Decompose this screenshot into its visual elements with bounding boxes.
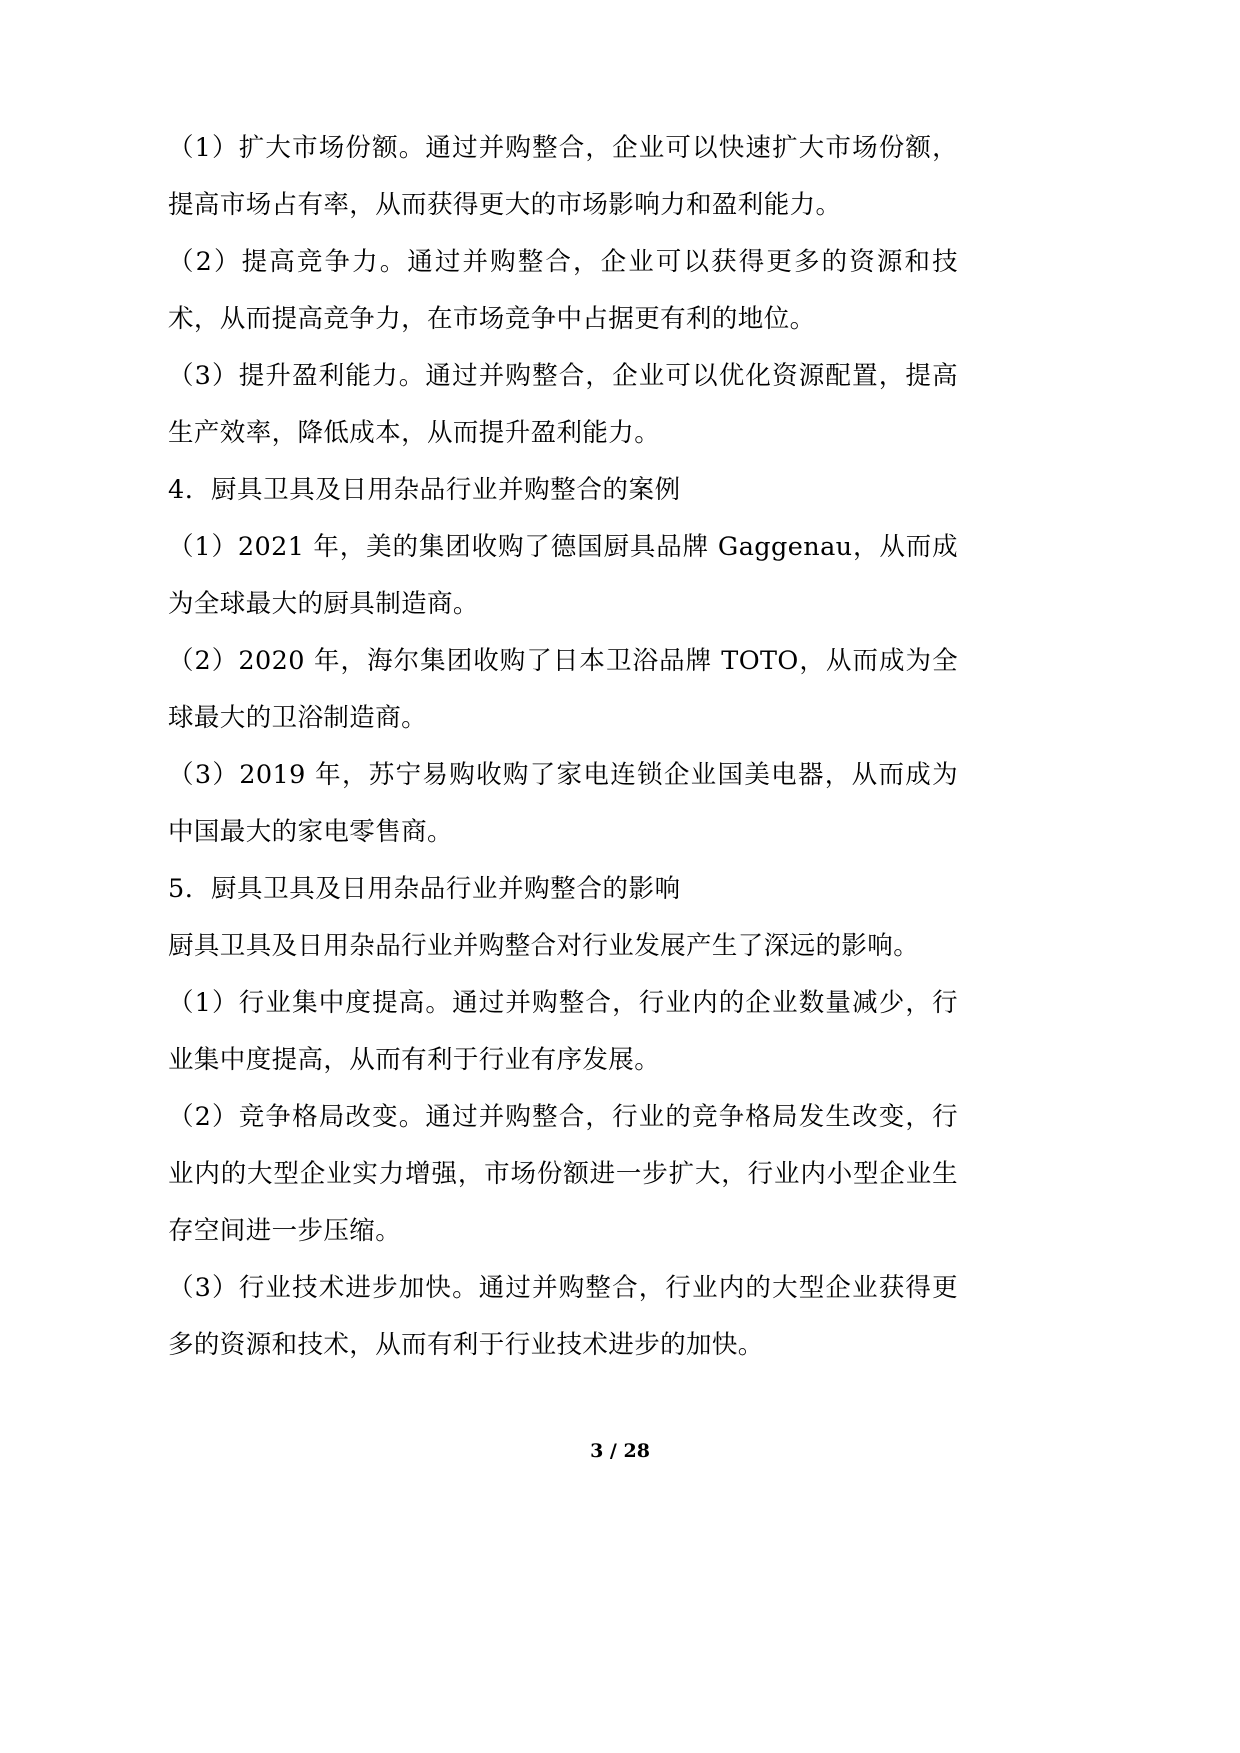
- paragraph: （2）竞争格局改变。通过并购整合，行业的竞争格局发生改变，行业内的大型企业实力增强，市场份额进一步扩大，行业内小型企业生存空间进一步压缩。: [168, 1102, 958, 1246]
- paragraph: （3）行业技术进步加快。通过并购整合，行业内的大型企业获得更多的资源和技术，从而有利于行业技术进步的加快。: [168, 1273, 958, 1360]
- paragraph: 厨具卫具及日用杂品行业并购整合对行业发展产生了深远的影响。: [168, 931, 920, 961]
- paragraph: （3）2019 年，苏宁易购收购了家电连锁企业国美电器，从而成为中国最大的家电零售商。: [168, 760, 958, 847]
- paragraph: （1）扩大市场份额。通过并购整合，企业可以快速扩大市场份额，提高市场占有率，从而获得更大的市场影响力和盈利能力。: [168, 133, 958, 220]
- page-number: 3 / 28: [590, 1440, 650, 1462]
- paragraph: （3）提升盈利能力。通过并购整合，企业可以优化资源配置，提高生产效率，降低成本，从而提升盈利能力。: [168, 361, 958, 448]
- paragraph: （1）行业集中度提高。通过并购整合，行业内的企业数量减少，行业集中度提高，从而有利于行业有序发展。: [168, 988, 958, 1075]
- section-heading: 5．厨具卫具及日用杂品行业并购整合的影响: [168, 874, 681, 904]
- document-body: [168, 120, 958, 1374]
- section-heading: 4．厨具卫具及日用杂品行业并购整合的案例: [168, 475, 681, 505]
- paragraph: （2）2020 年，海尔集团收购了日本卫浴品牌 TOTO，从而成为全球最大的卫浴制造商。: [168, 646, 958, 733]
- paragraph: （1）2021 年，美的集团收购了德国厨具品牌 Gaggenau，从而成为全球最大的厨具制造商。: [168, 532, 958, 619]
- paragraph: （2）提高竞争力。通过并购整合，企业可以获得更多的资源和技术，从而提高竞争力，在市场竞争中占据更有利的地位。: [168, 247, 958, 334]
